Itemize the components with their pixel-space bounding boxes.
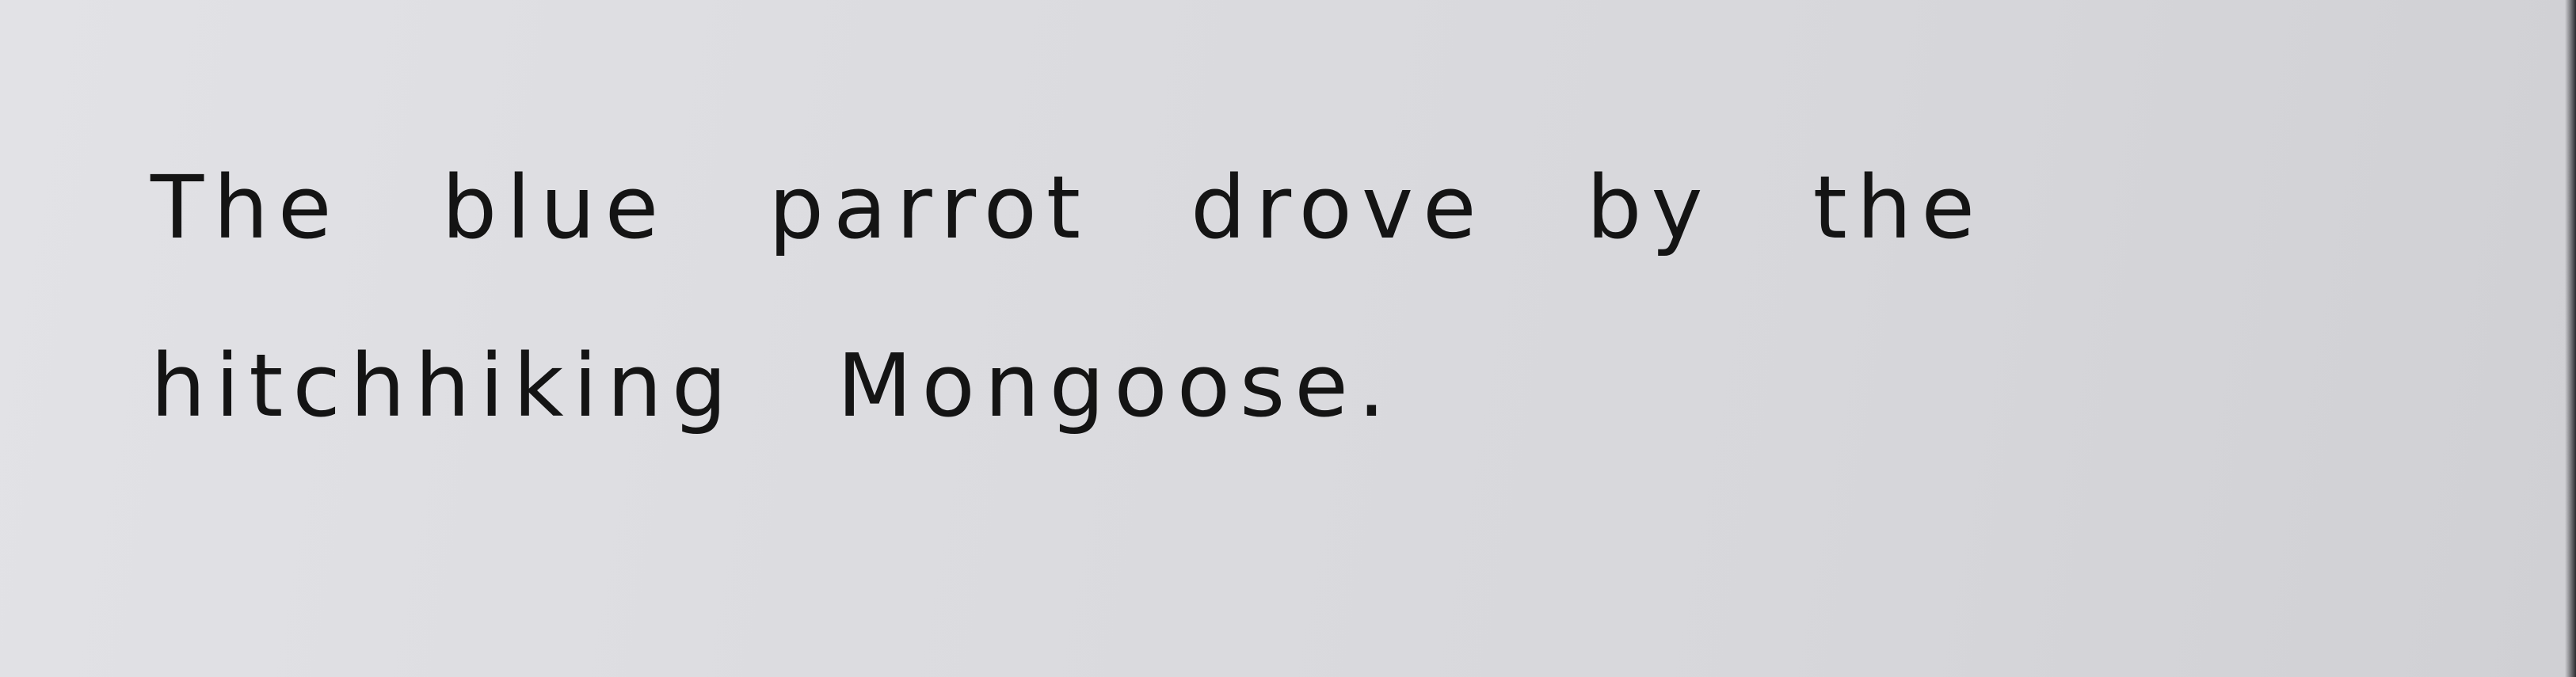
handwritten-sentence: The blue parrot drove by the hitchhiking Mongoose. xyxy=(151,157,1985,436)
paper-edge-shadow xyxy=(2565,0,2576,677)
